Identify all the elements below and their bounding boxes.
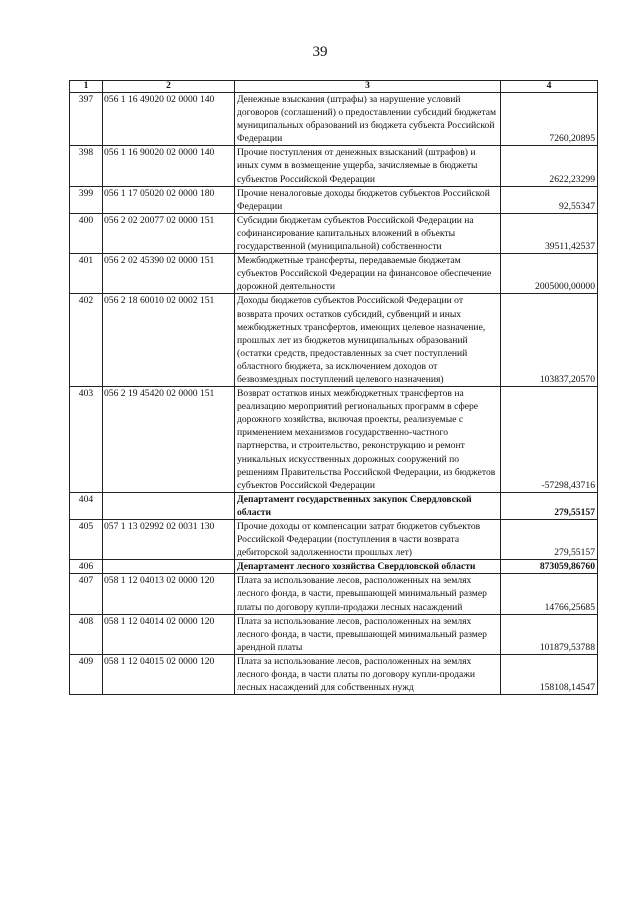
table-row (70, 93, 598, 146)
row-amount: 2622,23299 (501, 146, 598, 186)
row-number: 407 (70, 574, 103, 614)
row-amount: 279,55157 (501, 492, 598, 519)
row-description: Прочие поступления от денежных взысканий (штрафов) и иных сумм в возмещение ущерба, зачисляемые в бюджеты субъектов Российской Федерации (235, 146, 501, 186)
budget-code: 058 1 12 04015 02 0000 120 (103, 654, 235, 694)
row-description: Плата за использование лесов, расположенных на землях лесного фонда, в части платы по договору купли-продажи лесных насаждений для собственных нужд (235, 654, 501, 694)
table-row (70, 213, 598, 253)
budget-code (103, 492, 235, 519)
row-number: 399 (70, 186, 103, 213)
row-description: Прочие доходы от компенсации затрат бюджетов субъектов Российской Федерации (поступления в части возврата дебиторской задолженности прошлых лет) (235, 520, 501, 560)
budget-code: 056 2 18 60010 02 0002 151 (103, 294, 235, 387)
row-amount: 39511,42537 (501, 213, 598, 253)
table-row (70, 560, 598, 574)
column-header: 1 (70, 81, 103, 93)
row-description: Возврат остатков иных межбюджетных трансфертов на реализацию мероприятий региональных программ в сфере дорожного хозяйства, включая проекты, реализуемые с применением механизмов государственно-частного партнерства, и строительство, реконструкцию и ремонт уникальных искусственных дорожных сооружений по решениям Правительства Российской Федерации, из бюджетов субъектов Российской Федерации (235, 387, 501, 493)
row-amount: -57298,43716 (501, 387, 598, 493)
row-number: 409 (70, 654, 103, 694)
row-amount: 2005000,00000 (501, 254, 598, 294)
row-number: 404 (70, 492, 103, 519)
row-description: Доходы бюджетов субъектов Российской Федерации от возврата прочих остатков субсидий, субвенций и иных межбюджетных трансфертов, имеющих целевое назначение, прошлых лет из бюджетов муниципальных образований (остатки средств, предоставленных за счет поступлений областного бюджета, за исключением доходов от безвозмездных поступлений целевого назначения) (235, 294, 501, 387)
row-number: 402 (70, 294, 103, 387)
page-number: 39 (312, 44, 328, 60)
row-amount: 158108,14547 (501, 654, 598, 694)
table-row (70, 520, 598, 560)
row-description: Межбюджетные трансферты, передаваемые бюджетам субъектов Российской Федерации на финансовое обеспечение дорожной деятельности (235, 254, 501, 294)
row-description: Плата за использование лесов, расположенных на землях лесного фонда, в части, превышающей минимальный размер арендной платы (235, 614, 501, 654)
table-row (70, 654, 598, 694)
row-number: 400 (70, 213, 103, 253)
budget-code: 056 2 02 45390 02 0000 151 (103, 254, 235, 294)
table-row (70, 574, 598, 614)
row-amount: 101879,53788 (501, 614, 598, 654)
table-row (70, 387, 598, 493)
row-description: Денежные взыскания (штрафы) за нарушение условий договоров (соглашений) о предоставлении субсидий бюджетам муниципальных образований из бюджета субъекта Российской Федерации (235, 93, 501, 146)
budget-code: 056 1 17 05020 02 0000 180 (103, 186, 235, 213)
budget-code: 056 2 02 20077 02 0000 151 (103, 213, 235, 253)
table-row (70, 146, 598, 186)
row-number: 408 (70, 614, 103, 654)
budget-code: 057 1 13 02992 02 0031 130 (103, 520, 235, 560)
row-number: 403 (70, 387, 103, 493)
row-amount: 103837,20570 (501, 294, 598, 387)
row-number: 406 (70, 560, 103, 574)
budget-code: 056 2 19 45420 02 0000 151 (103, 387, 235, 493)
column-header: 3 (235, 81, 501, 93)
budget-code: 058 1 12 04013 02 0000 120 (103, 574, 235, 614)
table-row (70, 492, 598, 519)
table-row (70, 294, 598, 387)
row-number: 405 (70, 520, 103, 560)
row-number: 397 (70, 93, 103, 146)
row-description: Департамент лесного хозяйства Свердловской области (235, 560, 501, 574)
revenue-table (69, 80, 598, 695)
budget-code: 058 1 12 04014 02 0000 120 (103, 614, 235, 654)
row-amount: 7260,20895 (501, 93, 598, 146)
row-amount: 14766,25685 (501, 574, 598, 614)
row-amount: 279,55157 (501, 520, 598, 560)
column-header: 2 (103, 81, 235, 93)
table-row (70, 254, 598, 294)
budget-code: 056 1 16 90020 02 0000 140 (103, 146, 235, 186)
row-description: Субсидии бюджетам субъектов Российской Федерации на софинансирование капитальных вложений в объекты государственной (муниципальной) собственности (235, 213, 501, 253)
column-header: 4 (501, 81, 598, 93)
row-number: 401 (70, 254, 103, 294)
row-amount: 92,55347 (501, 186, 598, 213)
table-row (70, 614, 598, 654)
budget-code (103, 560, 235, 574)
row-number: 398 (70, 146, 103, 186)
row-amount: 873059,86760 (501, 560, 598, 574)
table-header-row (70, 81, 598, 93)
row-description: Департамент государственных закупок Свердловской области (235, 492, 501, 519)
row-description: Прочие неналоговые доходы бюджетов субъектов Российской Федерации (235, 186, 501, 213)
row-description: Плата за использование лесов, расположенных на землях лесного фонда, в части, превышающей минимальный размер платы по договору купли-продажи лесных насаждений (235, 574, 501, 614)
budget-code: 056 1 16 49020 02 0000 140 (103, 93, 235, 146)
table-row (70, 186, 598, 213)
